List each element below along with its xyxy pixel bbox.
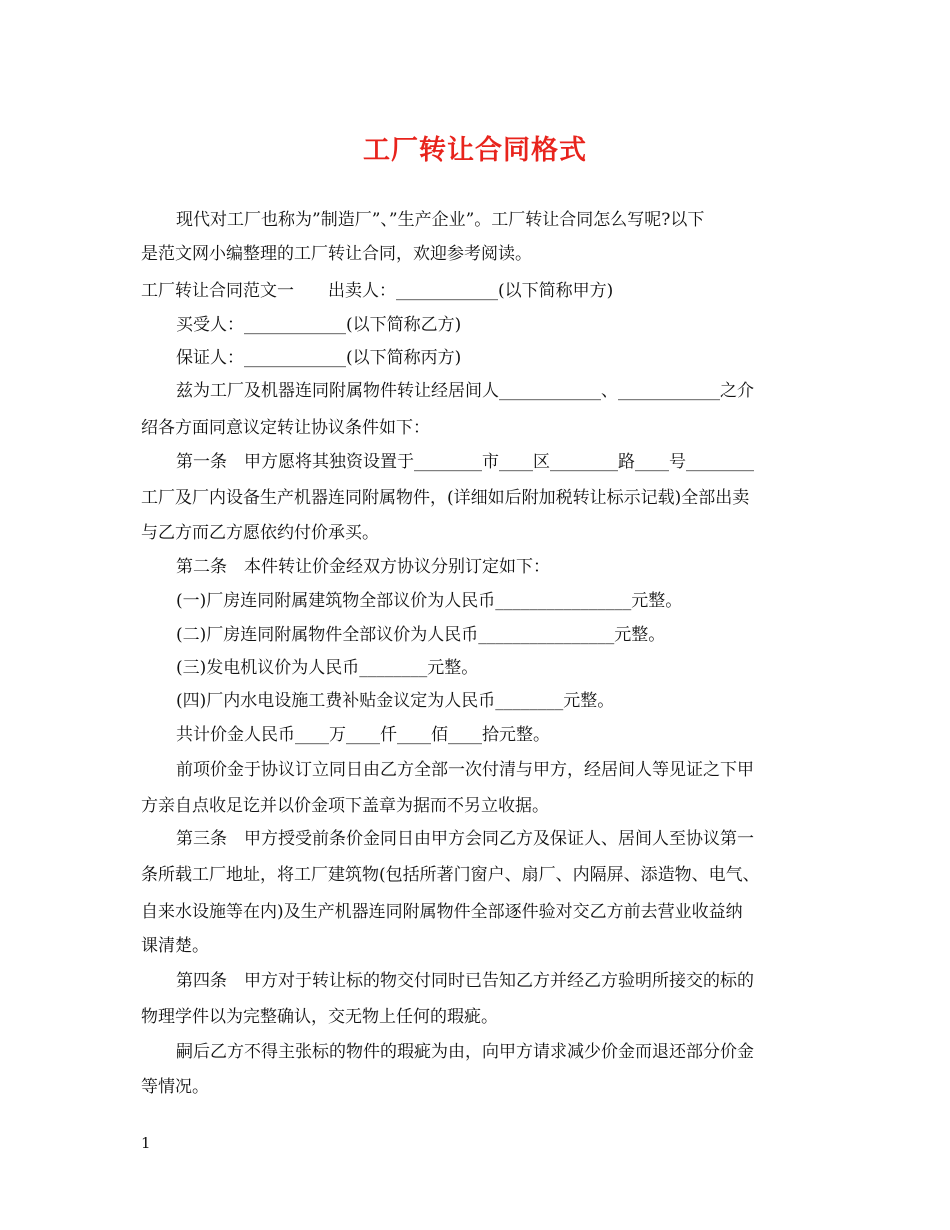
paragraph-line: 第二条 本件转让价金经双方协议分别订定如下：	[176, 557, 550, 577]
paragraph-line: 第一条 甲方愿将其独资设置于________市____区________路____号________	[176, 452, 754, 472]
paragraph-line: 绍各方面同意议定转让协议条件如下：	[141, 418, 430, 438]
paragraph-line: 等情况。	[141, 1077, 209, 1097]
paragraph-line: 自来水设施等在内)及生产机器连同附属物件全部逐件验对交乙方前去营业收益纳	[141, 902, 743, 922]
paragraph-line: 条所载工厂地址，将工厂建筑物(包括所著门窗户、扇厂、内隔屏、添造物、电气、	[141, 865, 760, 885]
paragraph-line: 前项价金于协议订立同日由乙方全部一次付清与甲方，经居间人等见证之下甲	[176, 760, 754, 780]
paragraph-line: 第三条 甲方授受前条价金同日由甲方会同乙方及保证人、居间人至协议第一	[176, 829, 754, 849]
page-number: 1	[141, 1134, 151, 1152]
paragraph-line: 物理学件以为完整确认，交无物上任何的瑕疵。	[141, 1007, 498, 1027]
paragraph-line: 是范文网小编整理的工厂转让合同，欢迎参考阅读。	[141, 244, 532, 264]
paragraph-line: (四)厂内水电设施工费补贴金议定为人民币________元整。	[176, 691, 615, 711]
paragraph-line: 现代对工厂也称为”制造厂”、”生产企业”。工厂转让合同怎么写呢?以下	[176, 210, 705, 230]
paragraph-line: (二)厂房连同附属物件全部议价为人民币________________元整。	[176, 625, 666, 645]
paragraph-line: 工厂及厂内设备生产机器连同附属物件，(详细如后附加税转让标示记载)全部出卖	[141, 488, 750, 508]
paragraph-line: 买受人：____________(以下简称乙方)	[176, 315, 462, 335]
paragraph-line: 与乙方而乙方愿依约付价承买。	[141, 523, 379, 543]
paragraph-line: 第四条 甲方对于转让标的物交付同时已告知乙方并经乙方验明所接交的标的	[176, 971, 754, 991]
paragraph-line: 兹为工厂及机器连同附属物件转让经居间人____________、____________之介	[176, 381, 754, 401]
paragraph-line: 课清楚。	[141, 936, 209, 956]
paragraph-line: 方亲自点收足讫并以价金项下盖章为据而不另立收据。	[141, 796, 549, 816]
paragraph-line: 共计价金人民币____万____仟____佰____拾元整。	[176, 725, 550, 745]
page-title: 工厂转让合同格式	[363, 135, 587, 166]
paragraph-line: (三)发电机议价为人民币________元整。	[176, 658, 479, 678]
paragraph-line: 嗣后乙方不得主张标的物件的瑕疵为由，向甲方请求减少价金而退还部分价金	[176, 1042, 754, 1062]
paragraph-line: (一)厂房连同附属建筑物全部议价为人民币________________元整。	[176, 591, 683, 611]
paragraph-line: 保证人：____________(以下简称丙方)	[176, 348, 462, 368]
paragraph-line: 工厂转让合同范文一 出卖人：____________(以下简称甲方)	[141, 281, 614, 301]
